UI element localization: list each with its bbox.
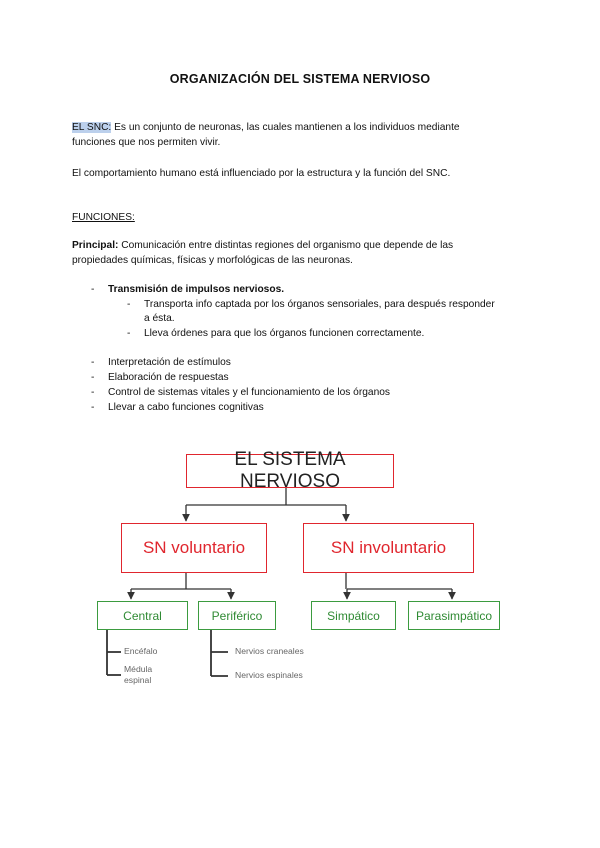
funciones-heading: FUNCIONES: (72, 212, 135, 223)
sub-item-line2: a ésta. (144, 313, 175, 324)
encephalon-label: Encéfalo (124, 646, 158, 656)
list-item: Interpretación de estímulos (108, 357, 231, 368)
list-dash: - (127, 299, 131, 310)
spinal-cord-label: Médula espinal (124, 664, 153, 685)
list-dash: - (91, 357, 95, 368)
snc-definition (72, 120, 528, 150)
transmission-heading: Transmisión de impulsos nerviosos. (108, 284, 285, 295)
list-item: Llevar a cabo funciones cognitivas (108, 402, 264, 413)
principal-label: Principal: (72, 240, 119, 251)
peripheral-node: Periférico (198, 601, 276, 630)
spinal-nerves-label: Nervios espinales (235, 670, 303, 680)
list-dash: - (91, 284, 95, 295)
snc-label: EL SNC: (72, 122, 112, 133)
list-item: Control de sistemas vitales y el funcionamiento de los órganos (108, 387, 391, 398)
cranial-nerves-label: Nervios craneales (235, 646, 304, 656)
principal-text-line1: Comunicación entre distintas regiones del organismo que depende de las (118, 240, 454, 251)
list-item: Elaboración de respuestas (108, 372, 229, 383)
page-title: ORGANIZACIÓN DEL SISTEMA NERVIOSO (169, 72, 431, 86)
snc-text-line2: funciones que nos permiten vivir. (72, 137, 221, 148)
root-node: EL SISTEMA NERVIOSO (186, 454, 394, 488)
sub-item-line1: Transporta info captada por los órganos sensoriales, para después responder (144, 299, 495, 310)
list-dash: - (91, 387, 95, 398)
list-dash: - (91, 402, 95, 413)
principal-text-line2: propiedades químicas, físicas y morfológicas de las neuronas. (72, 255, 353, 266)
voluntary-node: SN voluntario (121, 523, 267, 573)
central-node: Central (97, 601, 188, 630)
behavior-paragraph: El comportamiento humano está influenciado por la estructura y la función del SNC. (72, 168, 451, 179)
list-dash: - (91, 372, 95, 383)
sympathetic-node: Simpático (311, 601, 396, 630)
snc-text-line1: Es un conjunto de neuronas, las cuales mantienen a los individuos mediante (111, 122, 460, 133)
sub-item-line1: Lleva órdenes para que los órganos funcionen correctamente. (144, 328, 425, 339)
nervous-system-diagram (90, 437, 514, 699)
involuntary-node: SN involuntario (303, 523, 474, 573)
list-dash: - (127, 328, 131, 339)
parasympathetic-node: Parasimpático (408, 601, 500, 630)
principal-paragraph (72, 238, 528, 268)
